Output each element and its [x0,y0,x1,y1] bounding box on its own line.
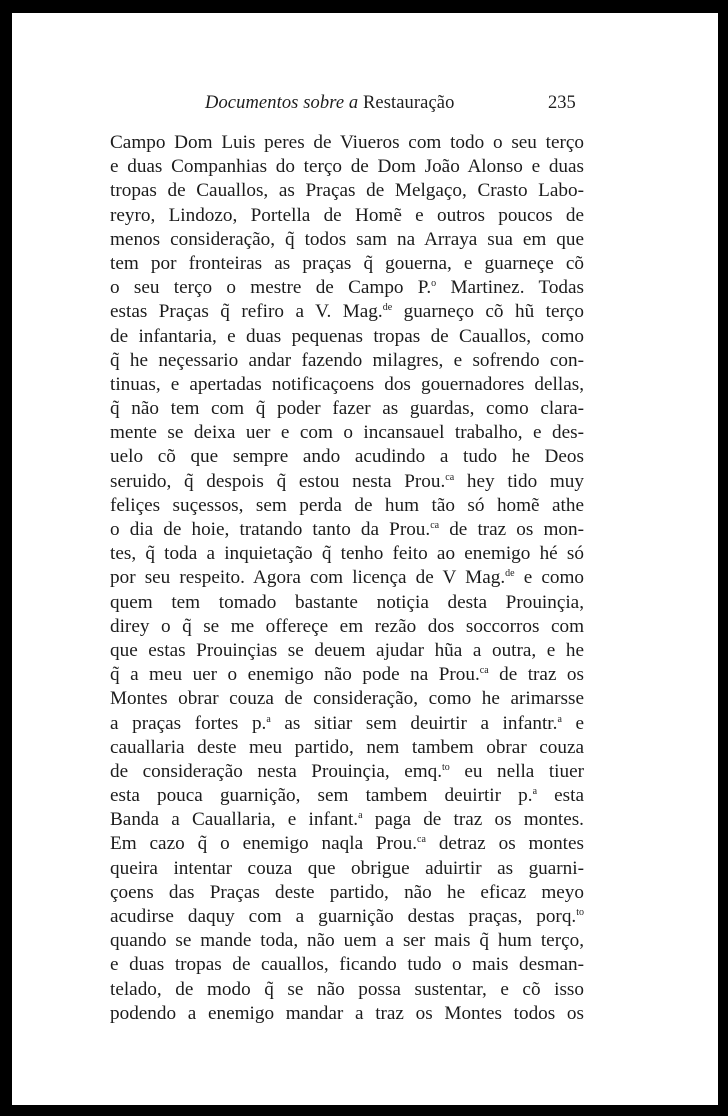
text-run: tropas de Cauallos, as Praças de Melgaço, Crasto Labo- [110,180,584,202]
text-line [110,591,584,615]
text-line [110,204,584,228]
text-line [110,639,584,663]
text-run: e duas Companhias do terço de Dom João Alonso e duas [110,156,584,178]
text-line [110,131,584,155]
text-line [110,397,584,421]
text-run: guarneço cõ hũ terço [392,301,584,323]
text-line [110,566,584,590]
text-run: as sitiar sem deuirtir a infantr. [270,712,558,734]
text-line [110,978,584,1002]
text-run: o seu terço o mestre de Campo P. [110,277,432,299]
text-line [110,881,584,905]
text-line [110,832,584,856]
text-line [110,784,584,808]
text-run: mente se deixa uer e com o incansauel trabalho, e des- [110,422,584,444]
superscript-abbrev: ca [445,471,455,483]
text-line [110,470,584,494]
text-line [110,615,584,639]
text-line [110,373,584,397]
text-run: q̃ he neçessario andar fazendo milagres, e sofrendo con- [110,349,584,371]
text-line [110,687,584,711]
text-run: podendo a enemigo mandar a traz os Montes todos os [110,1002,584,1024]
text-line [110,542,584,566]
text-run: cauallaria deste meu partido, nem tambem obrar couza [110,736,584,758]
text-line [110,494,584,518]
text-run: Campo Dom Luis peres de Viueros com todo o seu terço [110,132,584,153]
superscript-abbrev: a [266,713,271,725]
running-head-italic: Documentos sobre a [205,93,359,113]
text-run: Martinez. Todas [436,277,584,299]
text-line [110,155,584,179]
text-line [110,228,584,252]
text-run: o dia de hoie, tratando tanto da Prou. [110,519,431,540]
text-run: que estas Prouinçias se deuem ajudar hũa a outra, e he [110,639,584,661]
text-run: paga de traz os montes. [362,809,584,831]
text-line [110,760,584,784]
text-run: e duas tropas de cauallos, ficando tudo o mais desman- [110,954,584,976]
text-line [110,325,584,349]
text-run: e como [514,567,584,589]
text-line [110,736,584,760]
text-line [110,905,584,929]
text-line [110,445,584,469]
superscript-abbrev: to [442,761,450,773]
text-run: esta pouca guarnição, sem tambem deuirtir p. [110,785,533,807]
superscript-abbrev: de [382,302,393,314]
superscript-abbrev: ca [479,665,489,677]
superscript-abbrev: a [358,810,363,822]
superscript-abbrev: de [505,568,515,580]
text-line [110,712,584,736]
text-run: seruido, q̃ despois q̃ estou nesta Prou. [110,470,446,492]
text-run: telado, de modo q̃ se não possa sustentar, e cõ isso [110,978,584,1000]
superscript-abbrev: ca [417,834,426,846]
text-run: uelo cõ que sempre ando acudindo a tudo he Deos [110,446,584,468]
text-run: quando se mande toda, não uem a ser mais q̃ hum terço, [110,930,584,952]
superscript-abbrev: ca [430,520,440,531]
superscript-abbrev: to [576,907,584,918]
text-line [110,300,584,324]
text-run: detraz os montes [425,833,584,855]
text-run: feliçes suçessos, sem perda de hum tão só homẽ athe [110,494,584,516]
text-run: direy o q̃ se me offereçe em rezão dos soccorros com [110,615,584,637]
text-run: por seu respeito. Agora com licença de V Mag. [110,567,506,589]
text-run: reyro, Lindozo, Portella de Homẽ e outros poucos de [110,204,584,226]
text-run: a praças fortes p. [110,712,267,734]
text-run: estas Praças q̃ refiro a V. Mag. [110,301,383,323]
text-line [110,421,584,445]
page-header [12,93,718,119]
text-run: tem por fronteiras as praças q̃ gouerna, e guarneçe cõ [110,252,584,274]
text-run: Em cazo q̃ o enemigo naqla Prou. [110,833,418,855]
text-line [110,663,584,687]
running-head [205,93,454,114]
text-run: quem tem tomado bastante notiçia desta Prouinçia, [110,591,584,613]
superscript-abbrev: o [431,278,437,290]
text-run: tes, q̃ toda a inquietação q̃ tenho feito ao enemigo hé só [110,543,584,565]
text-run: de traz os [488,664,584,686]
text-run: hey tido muy [454,470,584,492]
text-line [110,953,584,977]
book-page [12,13,718,1105]
text-run: e [561,712,584,734]
text-run: queira intentar couza que obrigue aduirtir as guarni- [110,857,584,879]
text-run: acudirse daquy com a guarnição destas praças, porq. [110,906,577,927]
superscript-abbrev: a [557,713,562,725]
text-run: tinuas, e apertadas notificaçoens dos gouernadores dellas, [110,373,584,395]
text-run: de consideração nesta Prouinçia, emq. [110,760,443,782]
text-run: q̃ não tem com q̃ poder fazer as guardas, como clara- [110,398,584,420]
text-run: q̃ a meu uer o enemigo não pode na Prou. [110,664,480,686]
text-line [110,808,584,832]
running-head-roman: Restauração [362,93,455,113]
text-run: eu nella tiuer [449,760,585,782]
text-line [110,1002,584,1026]
text-line [110,349,584,373]
text-run: menos consideração, q̃ todos sam na Arraya sua em que [110,228,584,250]
text-run: çoens das Praças deste partido, não he eficaz meyo [110,881,584,903]
text-run: de infantaria, e duas pequenas tropas de Cauallos, como [110,325,584,347]
text-line [110,252,584,276]
text-run: esta [537,785,584,807]
body-text [110,131,584,1026]
superscript-abbrev: a [532,786,538,798]
text-line [110,857,584,881]
text-run: Montes obrar couza de consideração, como he arimarsse [110,688,584,710]
text-line [110,276,584,300]
text-run: de traz os mon- [439,519,584,540]
text-line [110,518,584,542]
text-run: Banda a Cauallaria, e infant. [110,809,359,831]
text-line [110,929,584,953]
text-line [110,179,584,203]
page-number: 235 [548,93,576,113]
